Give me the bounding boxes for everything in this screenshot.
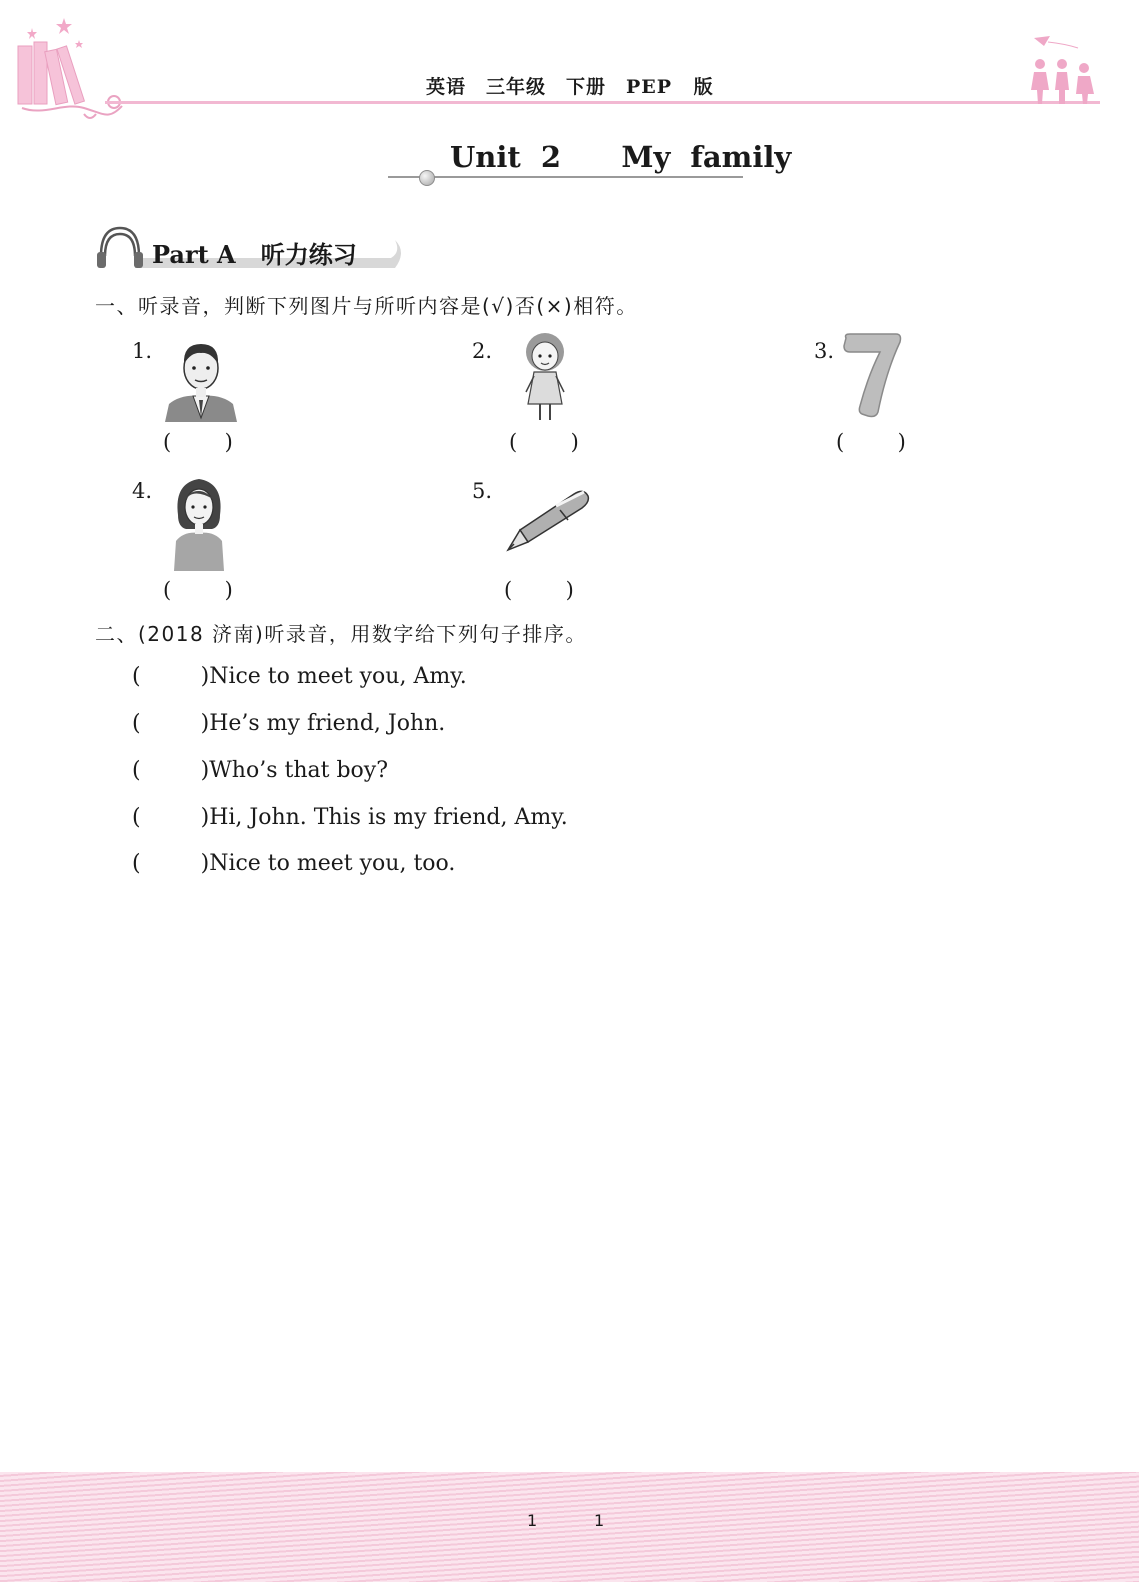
book-title: 英语 三年级 下册 PEP 版 [426, 76, 714, 98]
header-divider [105, 101, 1100, 104]
item-5-number: 5. [472, 479, 493, 503]
item-2-number: 2. [472, 339, 493, 363]
item-5-answer-blank[interactable]: ( ) [504, 578, 574, 602]
page-number-right: 1 [594, 1511, 605, 1530]
unit-title-bullet-icon [419, 170, 435, 186]
unit-title-underline [388, 176, 743, 178]
sentence-row: ( )Who’s that boy? [132, 758, 389, 783]
item-4-answer-blank[interactable]: ( ) [163, 578, 233, 602]
man-icon [161, 338, 241, 422]
woman-icon [168, 475, 230, 571]
pen-icon [500, 486, 592, 552]
question-2-heading: 二、(2018 济南)听录音，用数字给下列句子排序。 [95, 622, 587, 646]
item-3-answer-blank[interactable]: ( ) [836, 430, 906, 454]
question-1-heading: 一、听录音，判断下列图片与所听内容是(√)否(×)相符。 [95, 294, 638, 318]
sentence-row: ( )Nice to meet you, Amy. [132, 664, 467, 689]
item-3-number: 3. [814, 339, 835, 363]
part-a-title: Part A 听力练习 [152, 240, 357, 269]
sentence-row: ( )He’s my friend, John. [132, 711, 446, 736]
sentence-text: Nice to meet you, Amy. [209, 664, 467, 689]
page-number-left: 1 [527, 1511, 538, 1530]
sentence-row: ( )Nice to meet you, too. [132, 851, 456, 876]
headphones-icon [101, 228, 139, 256]
sentence-text: Hi, John. This is my friend, Amy. [209, 805, 568, 830]
item-1-answer-blank[interactable]: ( ) [163, 430, 233, 454]
unit-title: Unit 2 My family [450, 140, 792, 174]
item-2-answer-blank[interactable]: ( ) [509, 430, 579, 454]
item-4-number: 4. [132, 479, 153, 503]
footer-band [0, 1472, 1139, 1582]
item-1-number: 1. [132, 339, 153, 363]
sentence-row: ( )Hi, John. This is my friend, Amy. [132, 805, 568, 830]
children-kite-decoration-icon [1024, 34, 1104, 106]
sentence-text: Who’s that boy? [209, 758, 389, 783]
sentence-text: Nice to meet you, too. [209, 851, 456, 876]
books-stars-decoration-icon [14, 16, 129, 126]
number-seven-icon [840, 332, 904, 418]
sentence-text: He’s my friend, John. [209, 711, 446, 736]
girl-icon [522, 332, 568, 424]
